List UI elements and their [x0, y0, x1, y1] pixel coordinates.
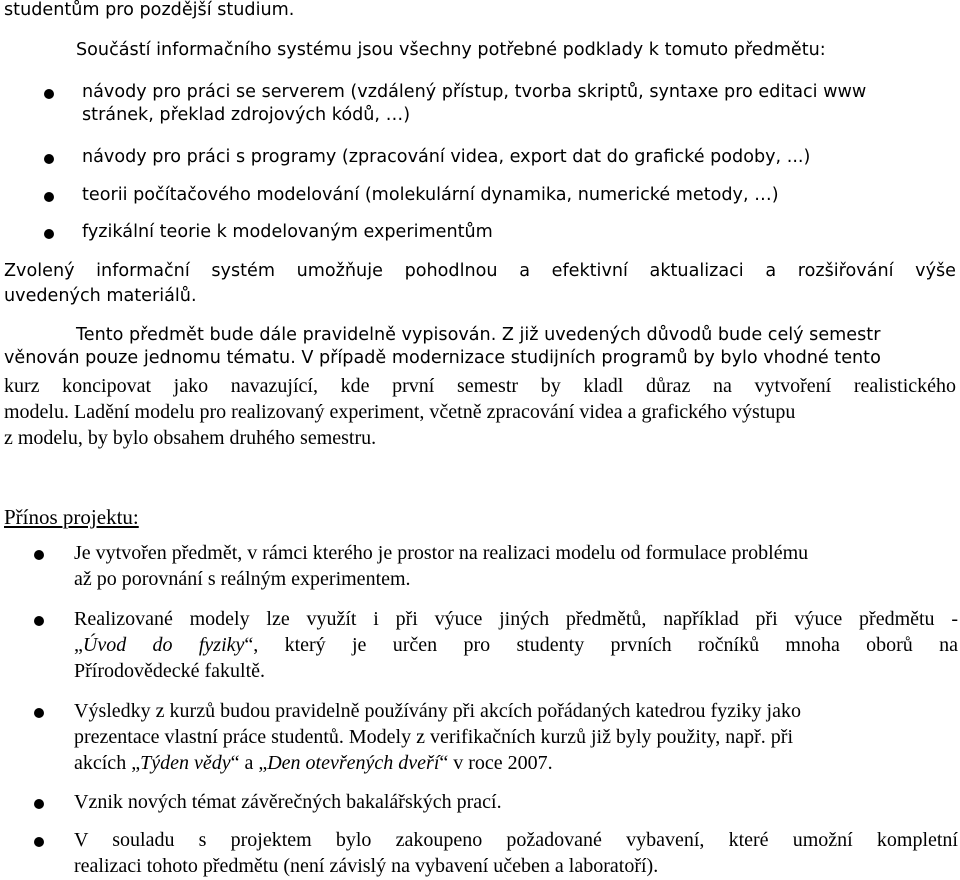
bullet-icon — [34, 708, 44, 718]
benefit-1-line1: Je vytvořen předmět, v rámci kterého je prostor na realizaci modelu od formulace problému — [74, 542, 809, 564]
benefit-2-line3: Přírodovědecké fakultě. — [74, 660, 266, 682]
bullet-icon — [44, 89, 54, 99]
bullet-icon — [34, 837, 44, 847]
benefit-2-line1: Realizované modely lze využít i při výuce jiných předmětů, například při výuce předmětu - — [74, 608, 958, 630]
component-item-1-line2: stránek, překlad zdrojových kódů, …) — [82, 105, 411, 125]
bullet-icon — [44, 229, 54, 239]
component-item-1-line1: návody pro práci se serverem (vzdálený přístup, tvorba skriptů, syntaxe pro editaci www — [82, 82, 867, 102]
benefit-2-line2: „Úvod do fyziky“, který je určen pro studenty prvních ročníků mnoha oborů na — [74, 634, 958, 656]
bullet-icon — [34, 616, 44, 626]
course-para-line1: Tento předmět bude dále pravidelně vypisován. Z již uvedených důvodů bude celý semestr — [76, 325, 881, 345]
bullet-icon — [44, 154, 54, 164]
benefits-heading: Přínos projektu: — [4, 505, 139, 529]
course-title: Úvod do fyziky — [82, 634, 245, 656]
course-para-line4: modelu. Ladění modelu pro realizovaný experiment, včetně zpracování videa a grafického výstupu — [4, 401, 796, 423]
course-para-line5: z modelu, by bylo obsahem druhého semestru. — [4, 427, 377, 449]
benefit-1-line2: až po porovnání s reálným experimentem. — [74, 568, 411, 590]
intro-tail: studentům pro pozdější studium. — [4, 0, 295, 20]
event-title-2: Den otevřených dveří — [267, 752, 440, 774]
event-title-1: Týden vědy — [140, 752, 231, 774]
benefit-4: Vznik nových témat závěrečných bakalářských prací. — [74, 791, 502, 813]
bullet-icon — [34, 550, 44, 560]
bullet-icon — [34, 799, 44, 809]
benefit-3-line3: akcích „Týden vědy“ a „Den otevřených dveří“ v roce 2007. — [74, 752, 553, 774]
course-para-line2: věnován pouze jednomu tématu. V případě modernizace studijních programů by bylo vhodné tento — [4, 348, 881, 368]
component-item-3: teorii počítačového modelování (molekulární dynamika, numerické metody, …) — [82, 185, 779, 205]
system-para-line1: Zvolený informační systém umožňuje pohodlnou a efektivní aktualizaci a rozšiřování výše — [4, 261, 956, 281]
benefit-5-line1: V souladu s projektem bylo zakoupeno požadované vybavení, které umožní kompletní — [74, 829, 958, 851]
benefit-5-line2: realizaci tohoto předmětu (není závislý na vybavení učeben a laboratoří). — [74, 855, 659, 877]
benefit-3-line2: prezentace vlastní práce studentů. Modely z verifikačních kurzů již byly použity, např. při — [74, 726, 793, 748]
benefit-3-line1: Výsledky z kurzů budou pravidelně používány při akcích pořádaných katedrou fyziky jako — [74, 700, 801, 722]
system-para-line2: uvedených materiálů. — [4, 286, 197, 306]
course-para-line3: kurz koncipovat jako navazující, kde první semestr by kladl důraz na vytvoření realistického — [4, 375, 956, 397]
components-intro: Součástí informačního systému jsou všechny potřebné podklady k tomuto předmětu: — [76, 40, 826, 60]
component-item-2: návody pro práci s programy (zpracování videa, export dat do grafické podoby, ...) — [82, 147, 811, 167]
component-item-4: fyzikální teorie k modelovaným experimentům — [82, 222, 493, 242]
bullet-icon — [44, 192, 54, 202]
